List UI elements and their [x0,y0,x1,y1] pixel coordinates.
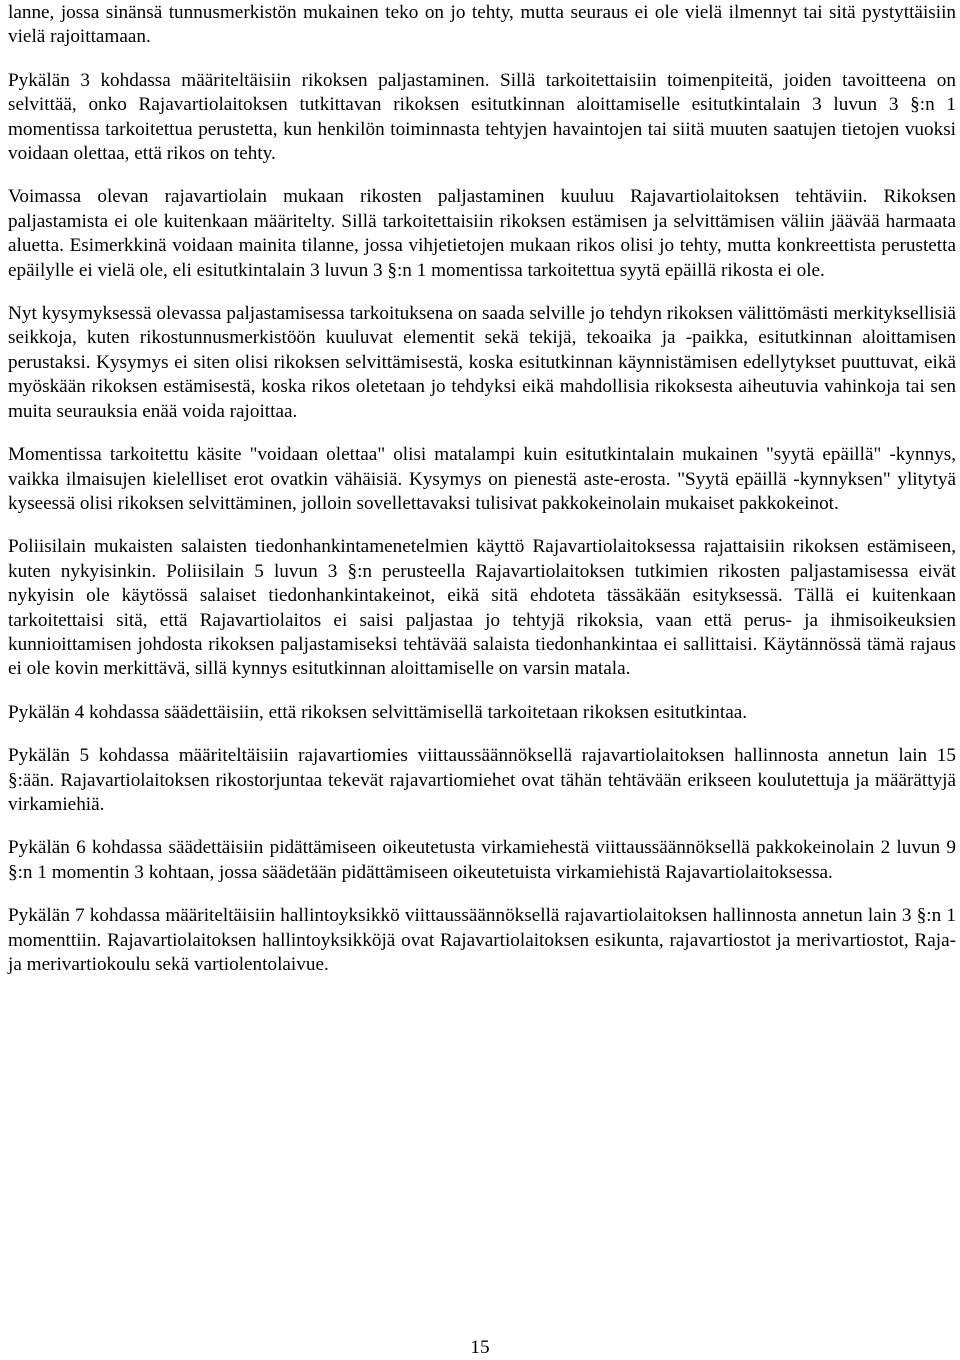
paragraph-4: Nyt kysymyksessä olevassa paljastamisessa tarkoituksena on saada selville jo tehdyn rikoksen välittömästi merkityksellisiä seikkoja, kuten rikostunnusmerkistöön kuuluvat elementit sekä tekijä, tekoaika ja -paikka, esitutkinnan aloittamisen perustaksi. Kysymys ei siten olisi rikoksen selvittämisestä, koska esitutkinnan käynnistämisen edellytykset puuttuvat, eikä myöskään rikoksen estämisestä, koska rikos oletetaan jo tehdyksi eikä mahdollisia rikoksesta aiheutuvia vahinkoja tai sen muita seurauksia enää voida rajoittaa. [8,303,956,422]
paragraph-6: Poliisilain mukaisten salaisten tiedonhankintamenetelmien käyttö Rajavartiolaitoksessa rajattaisiin rikoksen estämiseen, kuten nykyisinkin. Poliisilain 5 luvun 3 §:n perusteella Rajavartiolaitoksen tutkimien rikosten paljastamisessa eivät nykyisin ole käytössä salaiset tiedonhankintakeinot, eikä sitä ehdoteta tässäkään esityksessä. Tällä ei kuitenkaan tarkoitettaisi sitä, että Rajavartiolaitos ei saisi paljastaa jo tehtyjä rikoksia, vaan että perus- ja ihmisoikeuksien kunnioittamisen johdosta rikoksen paljastamiseksi tehtävää salaista tiedonhankintaa ei sallittaisi. Käytännössä tämä rajaus ei ole kovin merkittävä, sillä kynnys esitutkinnan aloittamiselle on varsin matala. [8,536,956,680]
page-number: 15 [470,1337,490,1358]
paragraph-3: Voimassa olevan rajavartiolain mukaan rikosten paljastaminen kuuluu Rajavartiolaitoksen tehtäviin. Rikoksen paljastamista ei ole kuitenkaan määritelty. Sillä tarkoitettaisiin rikoksen estämisen ja selvittämisen väliin jäävää harmaata aluetta. Esimerkkinä voidaan mainita tilanne, jossa vihjetietojen mukaan rikos olisi jo tehty, mutta konkreettista perustetta epäilylle ei vielä ole, eli esitutkintalain 3 luvun 3 §:n 1 momentissa tarkoitettua syytä epäillä rikosta ei ole. [8,186,956,281]
paragraph-5: Momentissa tarkoitettu käsite "voidaan olettaa" olisi matalampi kuin esitutkintalain mukainen "syytä epäillä" -kynnys, vaikka ilmaisujen kielelliset erot ovatkin vähäisiä. Kysymys on pienestä aste-erosta. "Syytä epäillä -kynnyksen" ylitytyä kyseessä olisi rikoksen selvittäminen, jolloin sovellettavaksi tulisivat pakkokeinolain mukaiset pakkokeinot. [8,444,956,514]
paragraph-2: Pykälän 3 kohdassa määriteltäisiin rikoksen paljastaminen. Sillä tarkoitettaisiin toimenpiteitä, joiden tavoitteena on selvittää, onko Rajavartiolaitoksen tutkittavan rikoksen esitutkinnan aloittamiselle esitutkintalain 3 luvun 3 §:n 1 momentissa tarkoitettua perustetta, kun henkilön toiminnasta tehtyjen havaintojen tai siitä muuten saatujen tietojen vuoksi voidaan olettaa, että rikos on tehty. [8,69,956,165]
paragraph-8: Pykälän 5 kohdassa määriteltäisiin rajavartiomies viittaussäännöksellä rajavartiolaitoksen hallinnosta annetun lain 15 §:ään. Rajavartiolaitoksen rikostorjuntaa tekevät rajavartiomiehet ovat tähän tehtävään erikseen koulutettuja ja määrättyjä virkamiehiä. [8,745,956,815]
paragraph-7: Pykälän 4 kohdassa säädettäisiin, että rikoksen selvittämisellä tarkoitetaan rikoksen esitutkintaa. [8,701,748,723]
paragraph-9: Pykälän 6 kohdassa säädettäisiin pidättämiseen oikeutetusta virkamiehestä viittaussäännöksellä pakkokeinolain 2 luvun 9 §:n 1 momentin 3 kohtaan, jossa säädetään pidättämiseen oikeutetuista virkamiehistä Rajavartiolaitoksessa. [8,837,956,883]
paragraph-1: lanne, jossa sinänsä tunnusmerkistön mukainen teko on jo tehty, mutta seuraus ei ole vielä ilmennyt tai sitä pystyttäisiin vielä rajoittamaan. [8,2,956,48]
document-page [8,0,956,996]
paragraph-10: Pykälän 7 kohdassa määriteltäisiin hallintoyksikkö viittaussäännöksellä rajavartiolaitoksen hallinnosta annetun lain 3 §:n 1 momenttiin. Rajavartiolaitoksen hallintoyksikköjä ovat Rajavartiolaitoksen esikunta, rajavartiostot ja merivartiostot, Raja- ja merivartiokoulu sekä vartiolentolaivue. [8,905,956,975]
